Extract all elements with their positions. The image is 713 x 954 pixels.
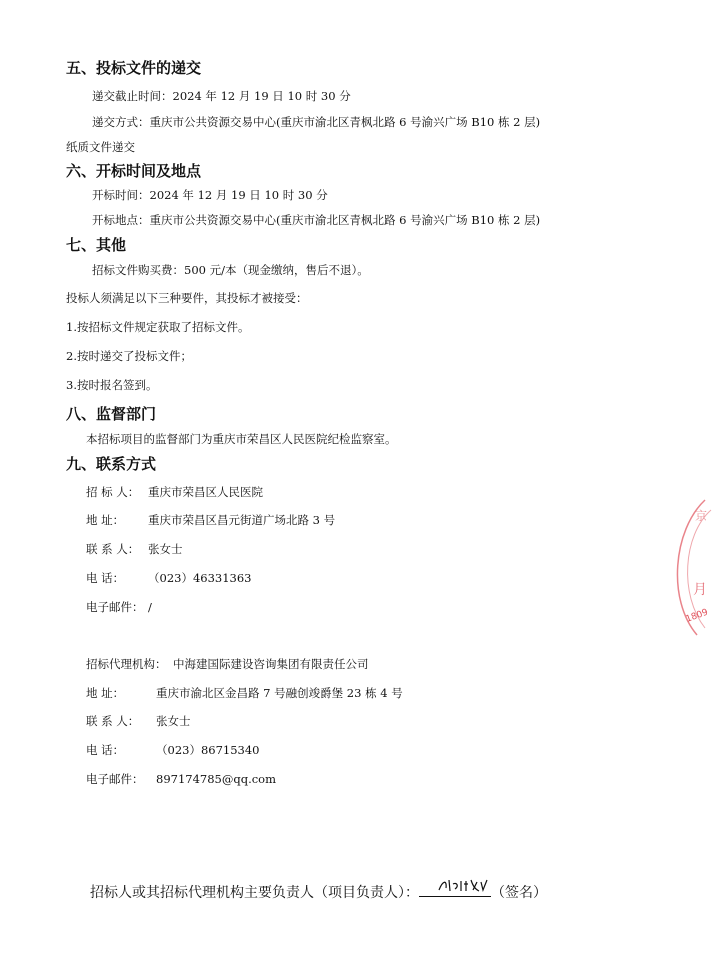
label: 电 话： xyxy=(86,743,125,757)
agency-phone: （023）86715340 xyxy=(156,743,260,757)
section-9-heading: 九、联系方式 xyxy=(66,455,157,473)
label: 招标代理机构： xyxy=(86,657,167,671)
signature-label: 招标人或其招标代理机构主要负责人（项目负责人）： xyxy=(90,885,419,901)
opening-place: 开标地点：重庆市公共资源交易中心(重庆市渝北区青枫北路 6 号渝兴广场 B10 栋 2 层) xyxy=(92,213,541,227)
label: 联 系 人： xyxy=(86,542,140,556)
requirement-item: 2.按时递交了投标文件； xyxy=(66,349,192,363)
signature-field xyxy=(419,882,491,897)
tenderer-email-row xyxy=(86,599,152,615)
submission-method: 递交方式：重庆市公共资源交易中心(重庆市渝北区青枫北路 6 号渝兴广场 B10 栋 2 层) xyxy=(92,115,541,129)
tenderer-phone: （023）46331363 xyxy=(148,571,252,585)
handwritten-signature xyxy=(437,876,497,894)
tenderer-name: 重庆市荣昌区人民医院 xyxy=(148,485,263,499)
submission-method-cont: 纸质文件递交 xyxy=(66,140,135,154)
label: 联 系 人： xyxy=(86,714,140,728)
agency-contact: 张女士 xyxy=(156,714,191,728)
section-7-heading: 七、其他 xyxy=(66,236,127,254)
section-5-heading: 五、投标文件的递交 xyxy=(66,59,202,77)
label: 招 标 人： xyxy=(86,485,140,499)
submission-deadline: 递交截止时间：2024 年 12 月 19 日 10 时 30 分 xyxy=(92,89,351,103)
tenderer-name-row xyxy=(86,484,263,500)
agency-name-row xyxy=(86,656,369,672)
agency-email-row xyxy=(86,771,276,787)
requirement-item: 3.按时报名签到。 xyxy=(66,378,158,392)
doc-fee: 招标文件购买费：500 元/本（现金缴纳，售后不退）。 xyxy=(92,263,369,277)
stamp-glyph: 月 xyxy=(693,582,707,598)
agency-name: 中海建国际建设咨询集团有限责任公司 xyxy=(173,657,369,671)
section-8-heading: 八、监督部门 xyxy=(66,405,157,423)
agency-address-row xyxy=(86,685,403,701)
tenderer-contact-row xyxy=(86,541,183,557)
agency-contact-row xyxy=(86,713,191,729)
label: 地 址： xyxy=(86,686,125,700)
stamp-glyph: 京 xyxy=(695,509,708,523)
label: 电子邮件： xyxy=(86,772,144,786)
label: 电 话： xyxy=(86,571,125,585)
section-6-heading: 六、开标时间及地点 xyxy=(66,162,202,180)
agency-phone-row xyxy=(86,742,259,758)
signature-suffix: （签名） xyxy=(491,885,547,901)
tenderer-phone-row xyxy=(86,570,251,586)
agency-email: 897174785@qq.com xyxy=(156,772,276,786)
tenderer-email: / xyxy=(148,600,152,614)
tenderer-address-row xyxy=(86,512,335,528)
tenderer-address: 重庆市荣昌区昌元街道广场北路 3 号 xyxy=(148,513,336,527)
opening-time: 开标时间：2024 年 12 月 19 日 10 时 30 分 xyxy=(92,188,328,202)
label: 地 址： xyxy=(86,513,125,527)
supervision-text: 本招标项目的监督部门为重庆市荣昌区人民医院纪检监察室。 xyxy=(86,432,397,446)
tenderer-contact: 张女士 xyxy=(148,542,183,556)
label: 电子邮件： xyxy=(86,600,144,614)
stamp-fragment-text: 1809 xyxy=(684,607,710,625)
requirements-intro: 投标人须满足以下三种要件，其投标才被接受： xyxy=(66,291,308,305)
official-seal-fragment xyxy=(653,490,713,640)
agency-address: 重庆市渝北区金昌路 7 号融创竣爵堡 23 栋 4 号 xyxy=(156,686,403,700)
signature-row xyxy=(90,882,547,902)
requirement-item: 1.按招标文件规定获取了招标文件。 xyxy=(66,320,250,334)
